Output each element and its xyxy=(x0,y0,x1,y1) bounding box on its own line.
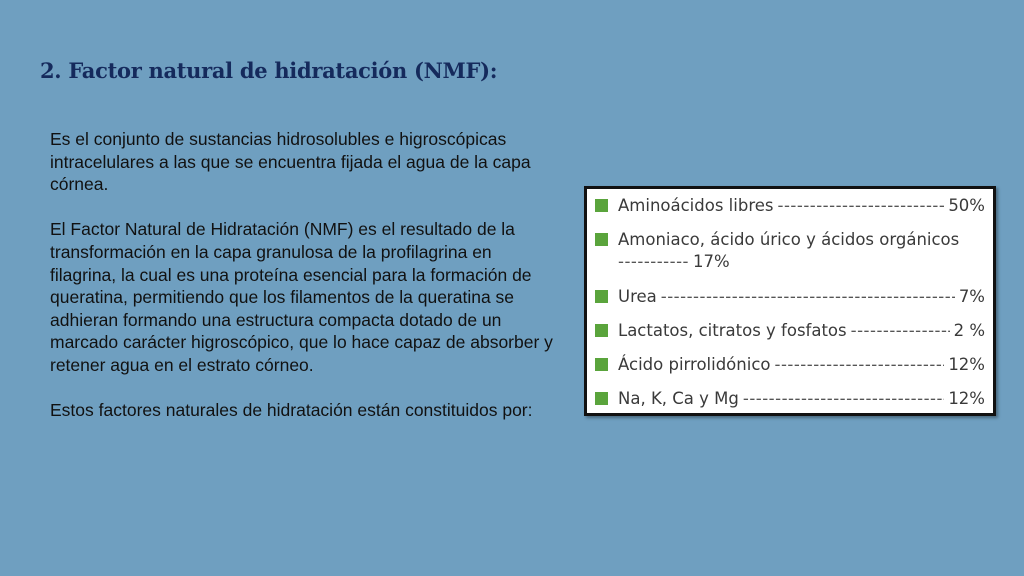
green-square-bullet-icon xyxy=(595,324,608,337)
dash-leader xyxy=(743,388,944,410)
composition-row xyxy=(595,320,985,354)
composition-label: Ácido pirrolidónico xyxy=(618,355,771,374)
composition-value: 2 % xyxy=(953,321,985,340)
body-text xyxy=(50,128,555,444)
page-title: 2. Factor natural de hidratación (NMF): xyxy=(40,58,498,83)
dash-leader xyxy=(774,354,944,376)
dash-leader xyxy=(778,195,945,217)
green-square-bullet-icon xyxy=(595,199,608,212)
composition-row xyxy=(595,229,985,286)
green-square-bullet-icon xyxy=(595,392,608,405)
green-square-bullet-icon xyxy=(595,233,608,246)
dash-leader xyxy=(661,286,955,308)
composition-label: Aminoácidos libres xyxy=(618,196,774,215)
composition-label: Urea xyxy=(618,287,657,306)
composition-label: Lactatos, citratos y fosfatos xyxy=(618,321,847,340)
composition-value: 12% xyxy=(948,389,985,408)
composition-row xyxy=(595,354,985,388)
dash-leader xyxy=(618,251,689,273)
composition-label: Amoniaco, ácido úrico y ácidos orgánicos xyxy=(618,230,960,249)
composition-value: 12% xyxy=(948,355,985,374)
green-square-bullet-icon xyxy=(595,358,608,371)
paragraph-definition: Es el conjunto de sustancias hidrosolubles e higroscópicas intracelulares a las que se encuentra fijada el agua de la capa córnea. xyxy=(50,129,531,195)
composition-row xyxy=(595,286,985,320)
composition-row xyxy=(595,388,985,422)
composition-value: 50% xyxy=(948,196,985,215)
nmf-composition-table xyxy=(584,186,996,416)
composition-value: 7% xyxy=(958,287,985,306)
dash-leader xyxy=(851,320,950,342)
composition-label: Na, K, Ca y Mg xyxy=(618,389,739,408)
green-square-bullet-icon xyxy=(595,290,608,303)
paragraph-nmf-explanation: El Factor Natural de Hidratación (NMF) es el resultado de la transformación en la capa granulosa de la profilagrina en filagrina, la cual es una proteína esencial para la formación de queratina, permitiendo que los filamentos de la queratina se adhieran formando una estructura compacta dotado de un marcado carácter higroscópico, que lo hace capaz de absorber y retener agua en el estrato córneo. xyxy=(50,219,553,375)
composition-row xyxy=(595,195,985,229)
paragraph-constituents-intro: Estos factores naturales de hidratación están constituidos por: xyxy=(50,400,533,421)
composition-value: 17% xyxy=(693,252,730,271)
